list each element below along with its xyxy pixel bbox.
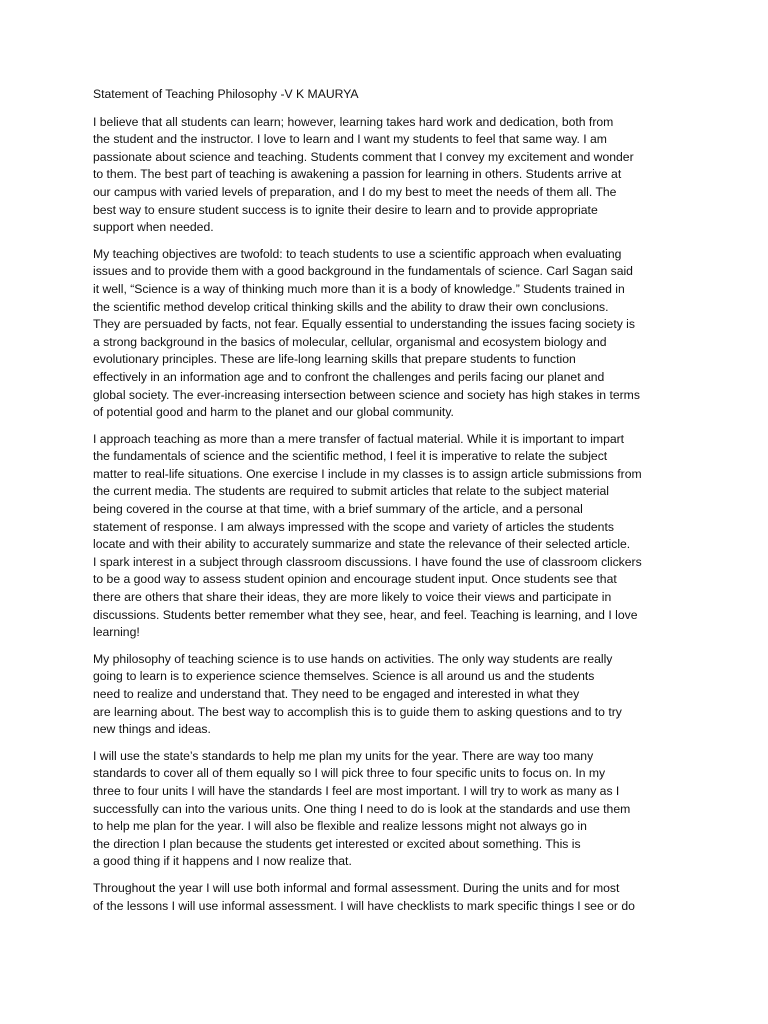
text-line: effectively in an information age and to confront the challenges and perils facing our planet and bbox=[93, 369, 605, 384]
text-line: I believe that all students can learn; however, learning takes hard work and dedication, both from bbox=[93, 114, 614, 129]
text-line: successfully can into the various units. One thing I need to do is look at the standards and use them bbox=[93, 801, 631, 816]
text-line: to them. The best part of teaching is awakening a passion for learning in others. Students arrive at bbox=[93, 167, 622, 182]
text-line: to be a good way to assess student opinion and encourage student input. Once students see that bbox=[93, 572, 617, 587]
document-body bbox=[93, 114, 708, 916]
text-line: discussions. Students better remember what they see, hear, and feel. Teaching is learning, and I love bbox=[93, 607, 638, 622]
document-title: Statement of Teaching Philosophy -V K MAURYA bbox=[93, 87, 359, 101]
text-line: My philosophy of teaching science is to use hands on activities. The only way students are really bbox=[93, 651, 613, 666]
text-line: statement of response. I am always impressed with the scope and variety of articles the students bbox=[93, 519, 614, 534]
text-line: evolutionary principles. These are life-long learning skills that prepare students to function bbox=[93, 352, 576, 367]
text-line: the current media. The students are required to submit articles that relate to the subject material bbox=[93, 484, 609, 499]
text-line: Throughout the year I will use both informal and formal assessment. During the units and for most bbox=[93, 880, 620, 895]
text-line: a good thing if it happens and I now realize that. bbox=[93, 854, 352, 869]
text-line: passionate about science and teaching. Students comment that I convey my excitement and wonder bbox=[93, 149, 634, 164]
text-line: of the lessons I will use informal assessment. I will have checklists to mark specific things I see or do bbox=[93, 898, 635, 913]
paragraph bbox=[93, 246, 708, 422]
text-line: our campus with varied levels of preparation, and I do my best to meet the needs of them all. The bbox=[93, 184, 617, 199]
paragraph bbox=[93, 880, 708, 915]
text-line: standards to cover all of them equally so I will pick three to four specific units to focus on. In my bbox=[93, 766, 606, 781]
text-line: My teaching objectives are twofold: to teach students to use a scientific approach when evaluating bbox=[93, 246, 622, 261]
paragraph bbox=[93, 431, 708, 642]
text-line: of potential good and harm to the planet and our global community. bbox=[93, 405, 454, 420]
text-line: the scientific method develop critical thinking skills and the ability to draw their own conclusions. bbox=[93, 299, 609, 314]
text-line: three to four units I will have the standards I feel are most important. I will try to work as many as I bbox=[93, 783, 620, 798]
text-line: best way to ensure student success is to ignite their desire to learn and to provide appropriate bbox=[93, 202, 598, 217]
paragraph bbox=[93, 114, 708, 237]
text-line: locate and with their ability to accurately summarize and state the relevance of their selected article. bbox=[93, 537, 631, 552]
paragraph bbox=[93, 748, 708, 871]
text-line: support when needed. bbox=[93, 220, 214, 235]
text-line: I spark interest in a subject through classroom discussions. I have found the use of classroom clickers bbox=[93, 554, 642, 569]
text-line: global society. The ever-increasing intersection between science and society has high stakes in terms bbox=[93, 387, 640, 402]
paragraph bbox=[93, 651, 708, 739]
text-line: matter to real-life situations. One exercise I include in my classes is to assign article submissions from bbox=[93, 466, 642, 481]
text-line: it well, “Science is a way of thinking much more than it is a body of knowledge.” Students trained in bbox=[93, 281, 625, 296]
text-line: issues and to provide them with a good background in the fundamentals of science. Carl Sagan said bbox=[93, 264, 633, 279]
text-line: to help me plan for the year. I will also be flexible and realize lessons might not always go in bbox=[93, 819, 587, 834]
text-line: learning! bbox=[93, 625, 140, 640]
text-line: I approach teaching as more than a mere transfer of factual material. While it is important to impart bbox=[93, 431, 625, 446]
text-line: there are others that share their ideas, they are more likely to voice their views and participate in bbox=[93, 590, 612, 605]
text-line: are learning about. The best way to accomplish this is to guide them to asking questions and to try bbox=[93, 704, 622, 719]
text-line: going to learn is to experience science themselves. Science is all around us and the students bbox=[93, 669, 595, 684]
text-line: They are persuaded by facts, not fear. Equally essential to understanding the issues facing society is bbox=[93, 317, 635, 332]
text-line: the direction I plan because the students get interested or excited about something. This is bbox=[93, 836, 581, 851]
text-line: being covered in the course at that time, with a brief summary of the article, and a personal bbox=[93, 502, 583, 517]
text-line: I will use the state’s standards to help me plan my units for the year. There are way too many bbox=[93, 748, 594, 763]
text-line: need to realize and understand that. They need to be engaged and interested in what they bbox=[93, 687, 580, 701]
text-line: the student and the instructor. I love to learn and I want my students to feel that same way. I am bbox=[93, 132, 607, 147]
text-line: the fundamentals of science and the scientific method, I feel it is imperative to relate the subject bbox=[93, 449, 608, 464]
text-line: new things and ideas. bbox=[93, 722, 211, 737]
text-line: a strong background in the basics of molecular, cellular, organismal and ecosystem biology and bbox=[93, 334, 607, 349]
